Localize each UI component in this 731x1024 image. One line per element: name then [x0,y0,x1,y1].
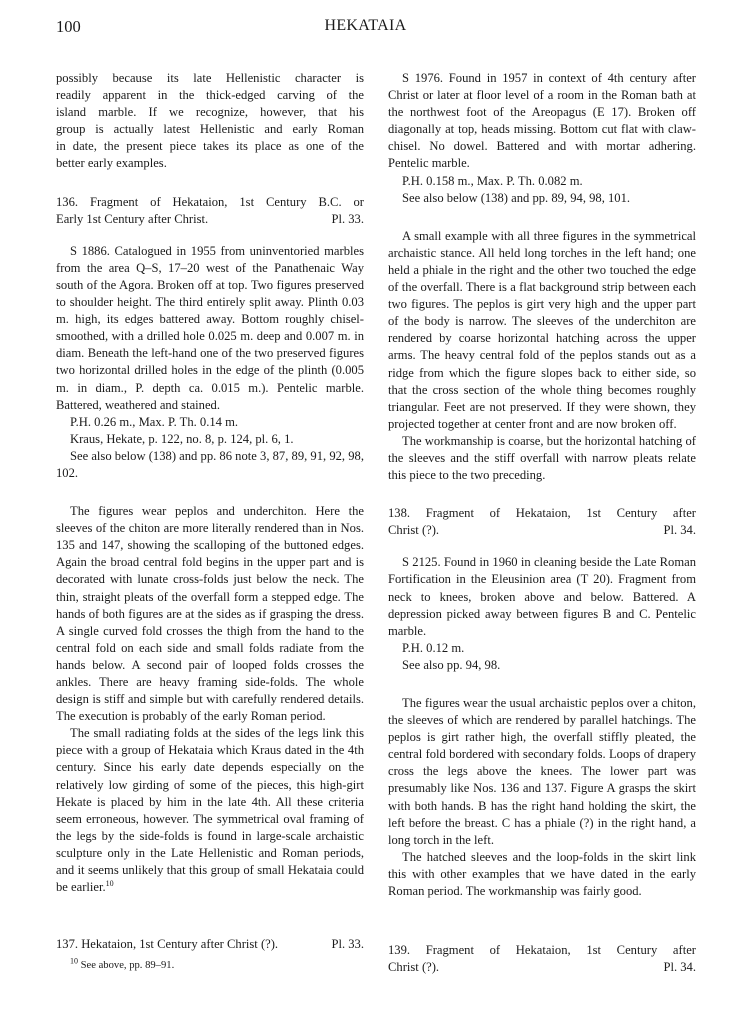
heading-row [388,522,696,539]
plate-ref: Pl. 33. [331,211,364,226]
intro-paragraph [56,70,364,173]
intro-line: better early examples. [56,156,167,171]
catalogue-heading-138 [388,505,696,539]
left-column [56,70,364,972]
catalogue-description: S 2125. Found in 1960 in cleaning beside the Late Roman Fortification in the Eleusinion area (T 20). Fragment from neck to knees, broken above and below. Battered. A depression picked away between figures B and C. Pentelic marble. [388,555,696,638]
footnote-mark: 10 [70,956,78,966]
dimensions: P.H. 0.158 m., Max. P. Th. 0.082 m. [402,173,583,188]
discussion-text: The small radiating folds at the sides of the legs link this piece with a group of Hekataia which Kraus dated in the 4th century. Since his early date depends especially on the relatively low girding of some of the pieces, this high-girt Hekate is placed by him in the late 4th. All these criteria seem erroneous, however. The symmetrical oval framing of the legs by the side-folds is found in large-scale archaistic sculpture only in the Late Hellenistic and Roman periods, and it seems unlikely that this group of small Hekataia could be earlier. [56,726,364,895]
intro-line: possibly because its late Hellenistic character is [56,71,364,85]
bibliography: Kraus, Hekate, p. 122, no. 8, p. 124, pl. 6, 1. [70,431,294,446]
plate-ref: Pl. 34. [663,523,696,538]
discussion-paragraph [56,725,364,896]
catalogue-heading-139 [388,942,696,976]
dimensions: P.H. 0.12 m. [402,640,465,655]
intro-line: readily apparent in the thick-edged carving of the [56,88,364,103]
heading-row [56,936,364,953]
footnote-mark: 10 [105,878,114,888]
footnote-text: See above, pp. 89–91. [80,960,175,972]
plate-ref: Pl. 33. [331,937,364,951]
catalogue-heading-136 [56,194,364,228]
dimensions: P.H. 0.26 m., Max. P. Th. 0.14 m. [70,414,239,429]
discussion-paragraph: The figures wear the usual archaistic peplos over a chiton, the sleeves of which are rendered by parallel hatchings. The peplos is girt rather high, the overfall stiffly pleated, the central fold bordered with secondary folds. Loops of drapery cross the legs above the knees. The lower part was presumably like Nos. 136 and 137. Figure A grasps the skirt with both hands. B has the right hand holding the skirt, the left before the breast. C has a phiale (?) in the right hand, a long torch in the left. [388,696,696,847]
heading-line: 138. Fragment of Hekataion, 1st Century after [388,506,696,521]
intro-line: group is actually latest Hellenistic and early Roman [56,122,364,137]
see-also: See also below (138) and pp. 86 note 3, 87, 89, 91, 92, 98, 102. [56,448,364,480]
heading-row [388,959,696,976]
catalogue-heading-137 [56,936,364,972]
footnote [56,956,364,972]
heading-line: 137. Hekataion, 1st Century after Christ (?). [56,937,279,951]
see-also: See also pp. 94, 98. [402,657,501,672]
heading-row [56,211,364,228]
catalogue-description: S 1886. Catalogued in 1955 from uninventoried marbles from the area Q–S, 17–20 west of the Panathenaic Way south of the Agora. Broken off at top. Two figures preserved to shoulder height. The third entirely split away. Plinth 0.03 m. high, its edges battered away. Bottom roughly chisel-smoothed, with a drilled hole 0.025 m. deep and 0.007 m. in diam. Beneath the left-hand one of the two preserved figures two horizontal drilled holes in the edge of the plinth (0.005 m. in diam., P. depth ca. 0.015 m.). Pentelic marble. Battered, weathered and stained. [56,243,364,412]
discussion-paragraph: A small example with all three figures in the symmetrical archaistic stance. All held long torches in the left hand; one held a phiale in the right and the other two touched the edge of the overfall. There is a flat background strip between each two figures. The peplos is girt very high and the upper part of the body is narrow. The sleeves of the underchiton are rendered by coarse horizontal hatching across the upper arms. The heavy central fold of the peplos stands out as a ridge from which the figure slopes back to either side, so that the cross section of the whole thing becomes roughly triangular. Feet are not preserved. If they were shown, they projected together at center front and are now broken off. [388,228,696,431]
page-number: 100 [56,17,81,36]
heading-line: Christ (?). [388,960,440,975]
heading-line: Christ (?). [388,523,440,538]
plate-ref: Pl. 34. [663,960,696,975]
catalogue-description: S 1976. Found in 1957 in context of 4th century after Christ or later at floor level of a room in the Roman bath at the northwest foot of the Areopagus (E 17). Broken off diagonally at top, heads missing. Bottom cut flat with claw-chisel. No dowel. Battered and with mortar adhering. Pentelic marble. [388,71,696,171]
see-also: See also below (138) and pp. 89, 94, 98, 101. [402,190,631,205]
right-column [388,70,696,975]
heading-line: 136. Fragment of Hekataion, 1st Century B.C. or [56,194,364,209]
heading-line: Early 1st Century after Christ. [56,211,209,226]
intro-line: in date, the present piece takes its place as one of the [56,139,364,154]
heading-line: 139. Fragment of Hekataion, 1st Century after [388,943,696,957]
running-head: HEKATAIA [324,17,407,34]
intro-line: island marble. If we recognize, however, that his [56,105,364,120]
discussion-paragraph: The workmanship is coarse, but the horizontal hatching of the sleeves and the stiff overfall with narrow pleats relate this piece to the two preceding. [388,433,696,483]
discussion-paragraph: The figures wear peplos and underchiton. Here the sleeves of the chiton are more literally rendered than in Nos. 135 and 147, showing the scalloping of the buttoned edges. Again the broad central fold begins in the upper part and is decorated with lunate cross-folds just below the neck. The thin, straight pleats of the overfall form a stepped edge. The hands of both figures are at the sides as if grasping the dress. A single curved fold crosses the thigh from the hand to the central fold on each side and small folds radiate from the hands below. A second pair of looped folds crosses the ankles. There are heavy framing side-folds. The whole design is stiff and simple but with carefully rendered details. The execution is probably of the early Roman period. [56,504,364,724]
discussion-paragraph: The hatched sleeves and the loop-folds in the skirt link this with other examples that we have dated in the early Roman period. The workmanship was fairly good. [388,849,696,899]
